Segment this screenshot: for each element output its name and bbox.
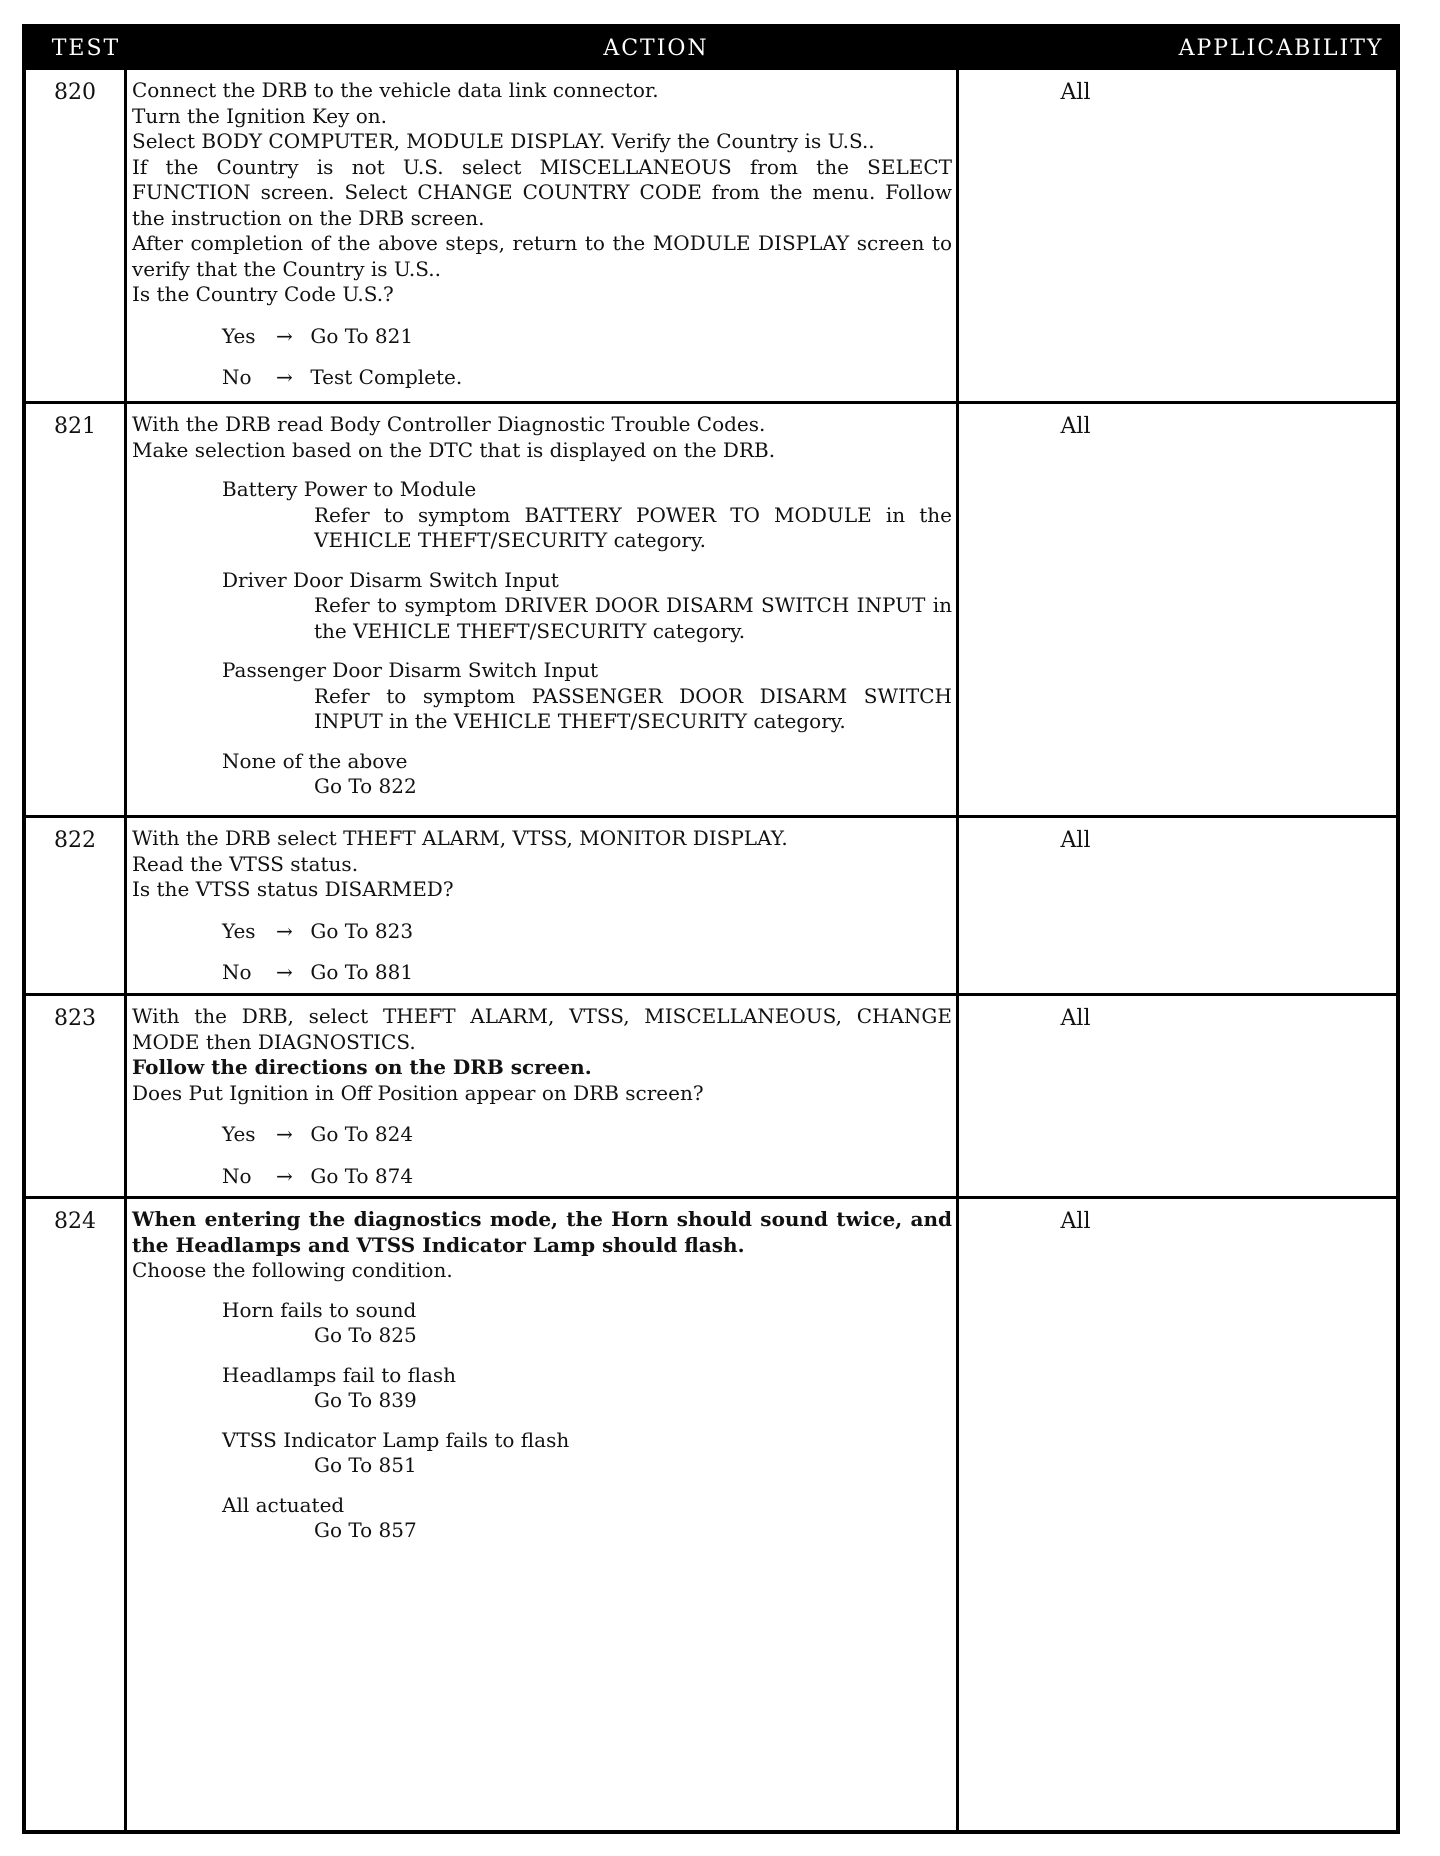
diagnostic-table <box>22 24 1400 1834</box>
action-line: Connect the DRB to the vehicle data link connector. <box>132 78 659 102</box>
action-line: Read the VTSS status. <box>132 851 359 876</box>
option-item: Passenger Door Disarm Switch Input Refer to symptom PASSENGER DOOR DISARM SWITCH INPUT in the VEHICLE THEFT/SECURITY category. <box>222 658 952 733</box>
table-row <box>26 1196 1396 1830</box>
action-line: Select BODY COMPUTER, MODULE DISPLAY. Verify the Country is U.S.. <box>132 129 875 153</box>
action-line: With the DRB, select THEFT ALARM, VTSS, MISCELLANEOUS, CHANGE MODE then DIAGNOSTICS. <box>132 1004 952 1054</box>
action-line: If the Country is not U.S. select MISCELLANEOUS from the SELECT FUNCTION screen. Select CHANGE COUNTRY CODE from the menu. Follow the instruction on the DRB screen. <box>132 154 952 230</box>
table-row <box>26 70 1396 401</box>
test-number: 824 <box>54 1209 96 1234</box>
action-cell <box>132 1207 952 1544</box>
choice-yes: Yes → Go To 823 <box>222 918 414 943</box>
action-line: After completion of the above steps, return to the MODULE DISPLAY screen to verify that the Country is U.S.. <box>132 231 952 281</box>
action-cell <box>132 1004 952 1189</box>
action-line: Does Put Ignition in Off Position appear on DRB screen? <box>132 1080 704 1105</box>
option-item: Driver Door Disarm Switch Input Refer to symptom DRIVER DOOR DISARM SWITCH INPUT in the VEHICLE THEFT/SECURITY category. <box>222 567 952 643</box>
applicability-value: All <box>1060 80 1091 105</box>
table-header <box>26 28 1396 70</box>
test-number: 822 <box>54 828 96 853</box>
action-line: Turn the Ignition Key on. <box>132 103 387 128</box>
action-line: Choose the following condition. <box>132 1258 453 1282</box>
action-bold-line: When entering the diagnostics mode, the Horn should sound twice, and the Headlamps and VTSS Indicator Lamp should flash. <box>132 1207 952 1257</box>
action-cell <box>132 78 952 391</box>
header-applicability: APPLICABILITY <box>1178 36 1384 61</box>
table-row <box>26 401 1396 815</box>
applicability-value: All <box>1060 1209 1091 1234</box>
action-cell <box>132 826 952 986</box>
header-action: ACTION <box>603 36 709 61</box>
table-row <box>26 815 1396 993</box>
choice-yes: Yes → Go To 821 <box>222 323 414 348</box>
test-number: 823 <box>54 1006 96 1031</box>
header-test: TEST <box>51 36 121 61</box>
action-line: Is the VTSS status DISARMED? <box>132 877 454 901</box>
action-line: Is the Country Code U.S.? <box>132 282 394 306</box>
choice-no: No → Go To 881 <box>222 960 414 984</box>
applicability-value: All <box>1060 414 1091 439</box>
option-item: All actuated Go To 857 <box>222 1492 417 1542</box>
applicability-value: All <box>1060 1006 1091 1031</box>
test-number: 821 <box>54 414 96 439</box>
option-item: Battery Power to Module Refer to symptom BATTERY POWER TO MODULE in the VEHICLE THEFT/SECURITY category. <box>222 477 952 552</box>
action-bold-line: Follow the directions on the DRB screen. <box>132 1055 592 1079</box>
table-row <box>26 993 1396 1196</box>
option-item: VTSS Indicator Lamp fails to flash Go To 851 <box>222 1427 570 1477</box>
action-line: Make selection based on the DTC that is displayed on the DRB. <box>132 437 776 462</box>
choice-yes: Yes → Go To 824 <box>222 1122 414 1146</box>
choice-no: No → Test Complete. <box>222 365 463 389</box>
option-item: None of the above Go To 822 <box>222 748 417 798</box>
test-number: 820 <box>54 80 96 105</box>
choice-no: No → Go To 874 <box>222 1163 414 1188</box>
option-item: Horn fails to sound Go To 825 <box>222 1297 417 1347</box>
option-item: Headlamps fail to flash Go To 839 <box>222 1362 457 1412</box>
action-cell <box>132 412 952 800</box>
action-line: With the DRB select THEFT ALARM, VTSS, MONITOR DISPLAY. <box>132 826 788 850</box>
applicability-value: All <box>1060 828 1091 853</box>
action-line: With the DRB read Body Controller Diagnostic Trouble Codes. <box>132 412 766 436</box>
